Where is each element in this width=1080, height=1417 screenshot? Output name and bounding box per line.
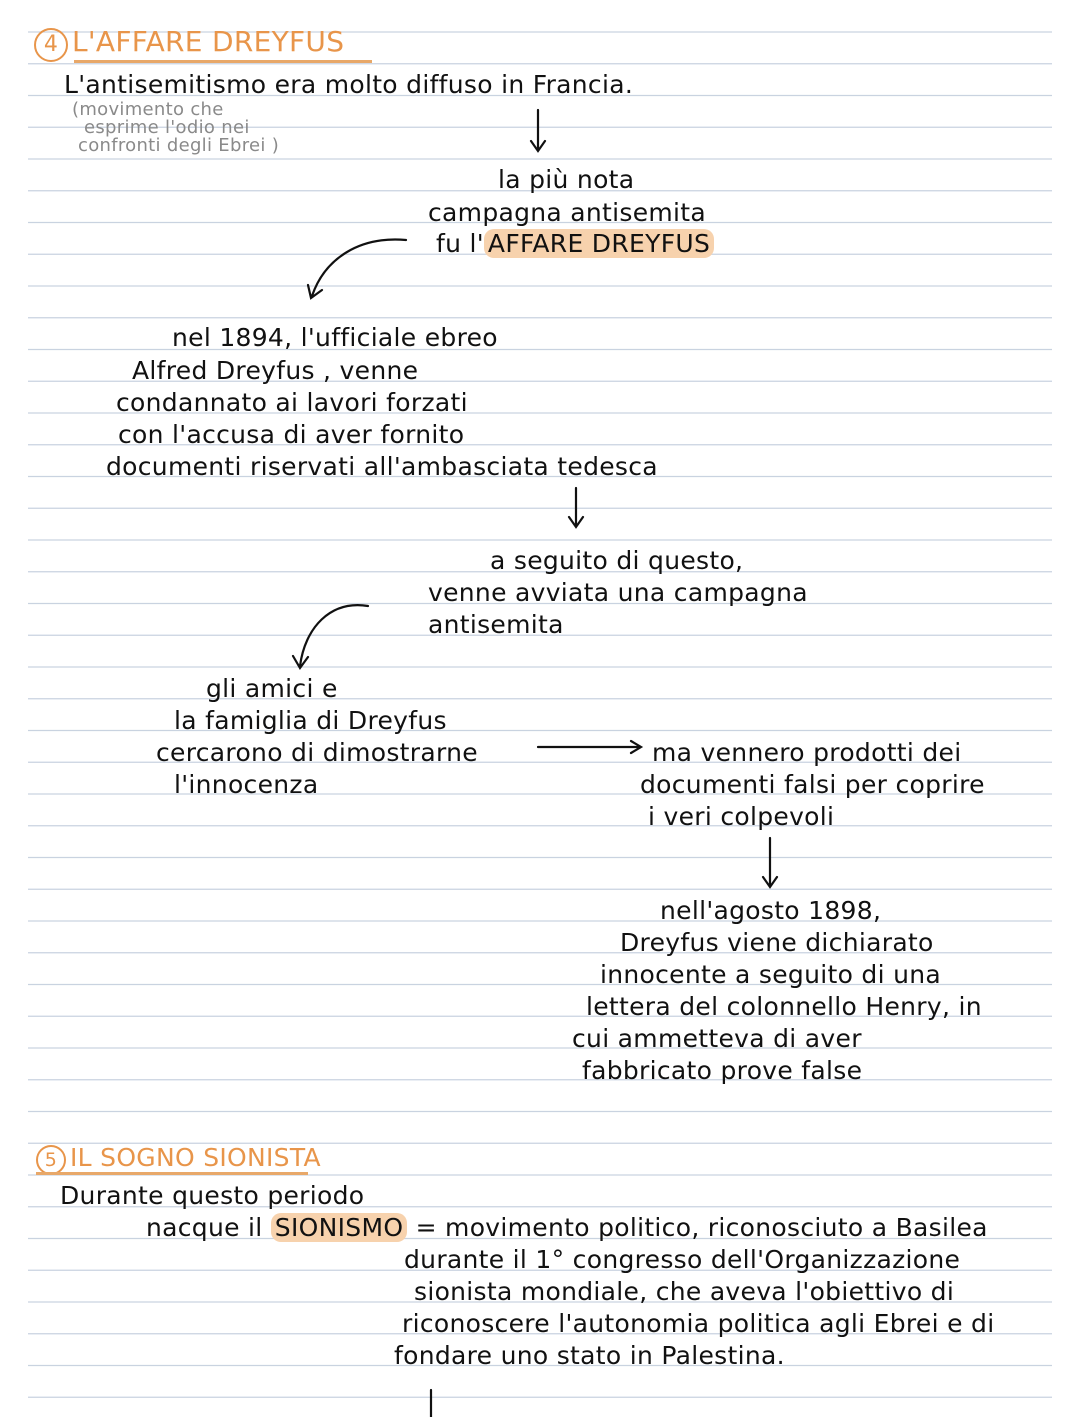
text-line: l'innocenza [174,770,319,799]
text-line: documenti falsi per coprire [640,770,985,799]
text-line: Durante questo periodo [60,1181,365,1210]
text-line: i veri colpevoli [648,802,835,831]
text-line: innocente a seguito di una [600,960,941,989]
text-line: durante il 1° congresso dell'Organizzazione [404,1245,961,1274]
text-line: fabbricato prove false [582,1056,863,1085]
text: fu l' [436,229,484,258]
text-line: campagna antisemita [428,198,707,227]
text-line: venne avviata una campagna [428,578,808,607]
text-line: cui ammetteva di aver [572,1024,862,1053]
intro-text: L'antisemitismo era molto diffuso in Francia. [64,70,634,99]
note-line: confronti degli Ebrei ) [78,135,280,156]
text-line: la famiglia di Dreyfus [174,706,447,735]
section-title: IL SOGNO SIONISTA [70,1143,321,1172]
text-line: condannato ai lavori forzati [116,388,468,417]
text-line: sionista mondiale, che aveva l'obiettivo di [414,1277,955,1306]
text-line: ma vennero prodotti dei [652,738,962,767]
text: nacque il [146,1213,263,1242]
arrow-down-icon [763,838,777,887]
text-line: Alfred Dreyfus , venne [132,356,419,385]
text-line: lettera del colonnello Henry, in [586,992,982,1021]
text-line: riconoscere l'autonomia politica agli Ebrei e di [402,1309,995,1338]
text-line: la più nota [498,165,635,194]
curved-arrow-icon [308,240,406,298]
section-number: 4 [34,28,68,62]
highlighted-term: SIONISMO [271,1213,408,1242]
curved-arrow-icon [293,605,368,668]
text-line: a seguito di questo, [490,546,744,575]
note-line: esprime l'odio nei [84,117,250,138]
section-title: L'AFFARE DREYFUS [72,25,345,58]
text-line: nel 1894, l'ufficiale ebreo [172,323,498,352]
section-number: 5 [36,1145,66,1175]
text: = movimento politico, riconosciuto a Basilea [415,1213,988,1242]
arrow-down-icon [531,110,545,151]
text-line: antisemita [428,610,564,639]
text-line: con l'accusa di aver fornito [118,420,465,449]
text-line: cercarono di dimostrarne [156,738,478,767]
text-line: documenti riservati all'ambasciata tedesca [106,452,658,481]
arrow-down-icon [569,488,583,527]
text-line: gli amici e [206,674,338,703]
text-line: Dreyfus viene dichiarato [620,928,934,957]
note-line: (movimento che [72,99,224,120]
text-line: nell'agosto 1898, [660,896,882,925]
arrow-right-icon [538,741,641,753]
highlighted-term: AFFARE DREYFUS [484,229,714,258]
text-line: fondare uno stato in Palestina. [394,1341,785,1370]
